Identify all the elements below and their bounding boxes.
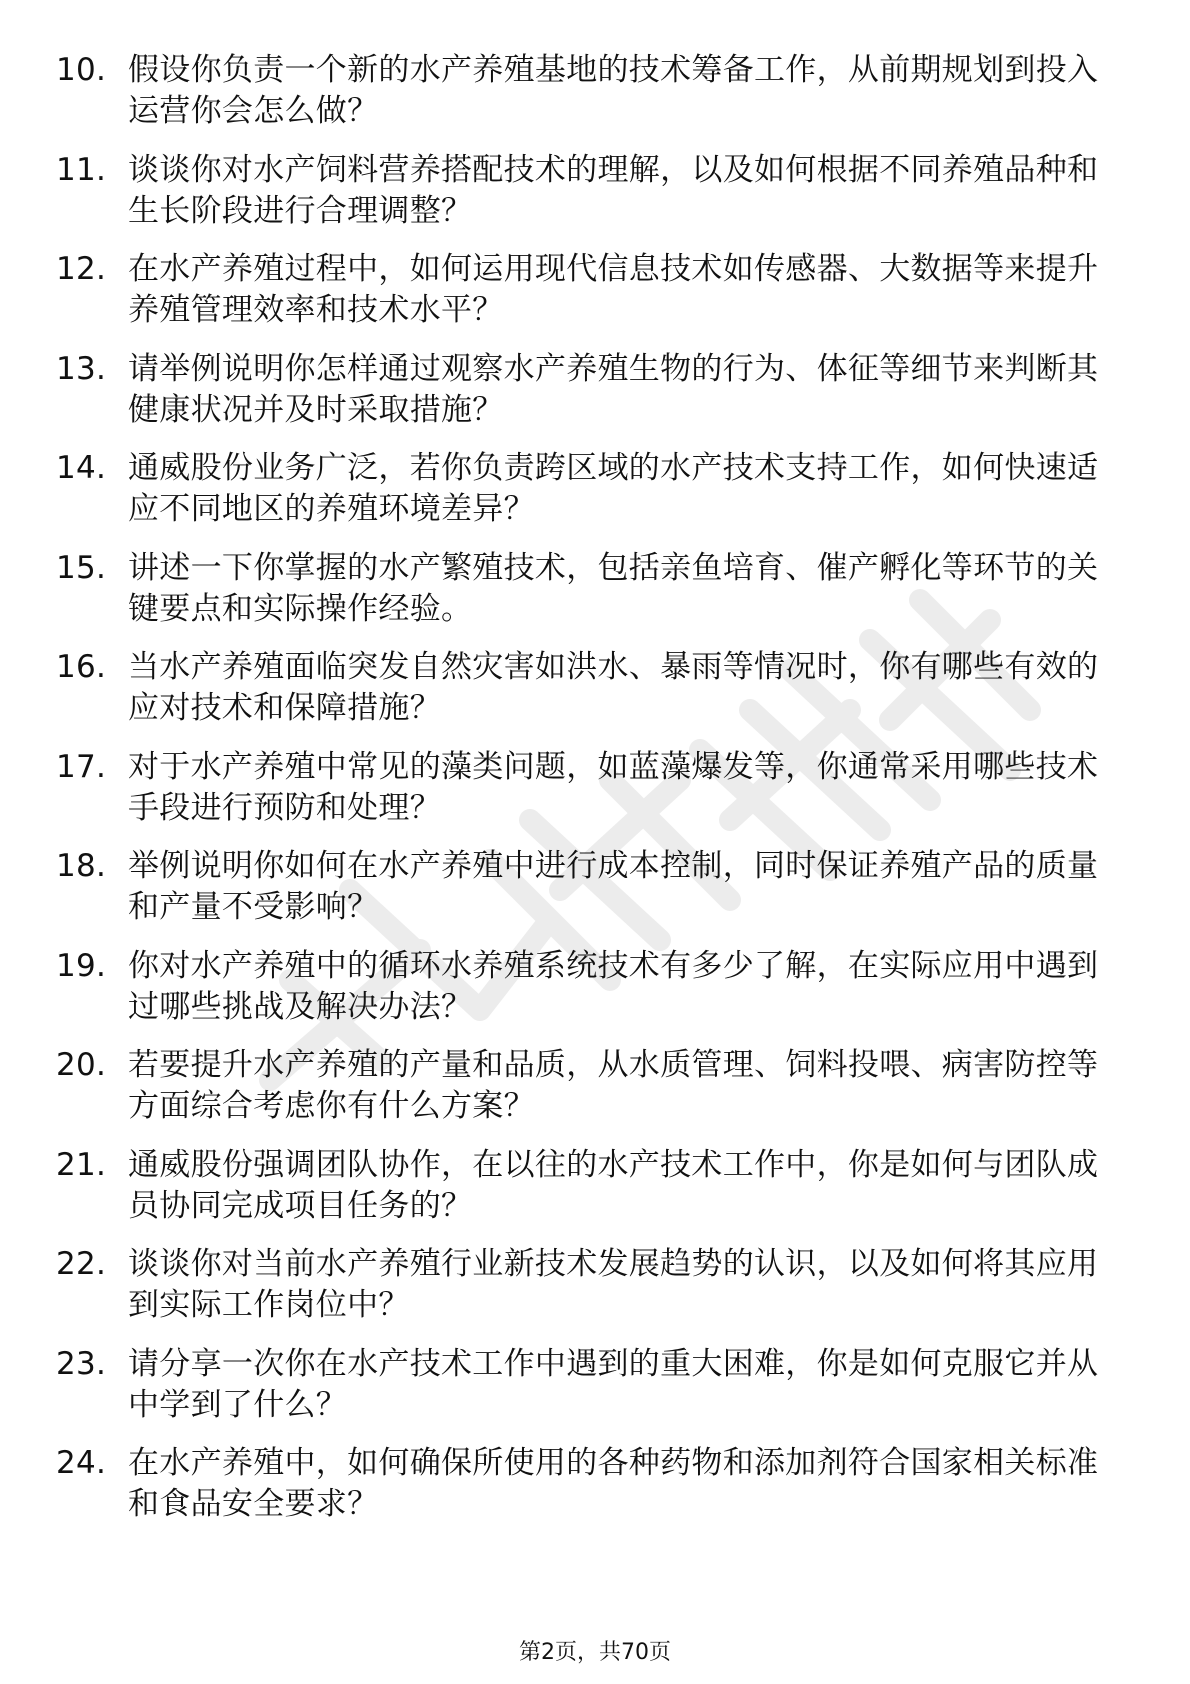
question-item	[56, 946, 1106, 1046]
page-footer	[0, 1639, 1190, 1667]
question-number: 10.	[56, 52, 107, 88]
page-number-label: 第2页，共70页	[519, 1640, 671, 1665]
question-item	[56, 1145, 1106, 1245]
question-number: 19.	[56, 947, 107, 984]
question-item	[56, 1045, 1106, 1145]
question-text: 谈谈你对水产饲料营养搭配技术的理解，以及如何根据不同养殖品种和生长阶段进行合理调整？	[128, 151, 1099, 229]
question-text: 若要提升水产养殖的产量和品质，从水质管理、饲料投喂、病害防控等方面综合考虑你有什么方案？	[128, 1047, 1099, 1124]
question-text: 假设你负责一个新的水产养殖基地的技术筹备工作，从前期规划到投入运营你会怎么做？	[128, 52, 1099, 129]
question-text: 请分享一次你在水产技术工作中遇到的重大困难，你是如何克服它并从中学到了什么？	[128, 1345, 1099, 1423]
question-item	[56, 1344, 1106, 1444]
question-number: 15.	[56, 549, 107, 586]
question-item	[56, 1244, 1106, 1344]
question-number: 22.	[56, 1246, 107, 1282]
question-item	[56, 846, 1106, 946]
question-text: 谈谈你对当前水产养殖行业新技术发展趋势的认识，以及如何将其应用到实际工作岗位中？	[128, 1246, 1099, 1323]
question-number: 17.	[56, 748, 107, 785]
question-number: 18.	[56, 848, 107, 884]
question-text: 你对水产养殖中的循环水养殖系统技术有多少了解，在实际应用中遇到过哪些挑战及解决办法？	[128, 947, 1099, 1025]
question-number: 13.	[56, 350, 107, 387]
question-text: 对于水产养殖中常见的藻类问题，如蓝藻爆发等，你通常采用哪些技术手段进行预防和处理？	[128, 748, 1099, 826]
question-text: 当水产养殖面临突发自然灾害如洪水、暴雨等情况时，你有哪些有效的应对技术和保障措施？	[128, 649, 1099, 726]
question-item	[56, 747, 1106, 847]
question-text: 请举例说明你怎样通过观察水产养殖生物的行为、体征等细节来判断其健康状况并及时采取措施？	[128, 350, 1099, 428]
question-text: 讲述一下你掌握的水产繁殖技术，包括亲鱼培育、催产孵化等环节的关键要点和实际操作经验。	[128, 549, 1099, 627]
question-item	[56, 647, 1106, 747]
question-number: 11.	[56, 151, 107, 188]
question-number: 14.	[56, 450, 107, 486]
question-text: 通威股份业务广泛，若你负责跨区域的水产技术支持工作，如何快速适应不同地区的养殖环境差异？	[128, 450, 1099, 527]
question-item	[56, 548, 1106, 648]
question-number: 21.	[56, 1146, 107, 1183]
question-item	[56, 150, 1106, 250]
question-item	[56, 448, 1106, 548]
question-number: 12.	[56, 251, 107, 287]
question-list	[56, 50, 1106, 1543]
question-number: 20.	[56, 1047, 107, 1083]
question-text: 在水产养殖中，如何确保所使用的各种药物和添加剂符合国家相关标准和食品安全要求？	[128, 1445, 1099, 1522]
question-item	[56, 249, 1106, 349]
question-number: 24.	[56, 1445, 107, 1481]
question-number: 16.	[56, 649, 107, 685]
question-item	[56, 1443, 1106, 1543]
question-item	[56, 349, 1106, 449]
question-text: 举例说明你如何在水产养殖中进行成本控制，同时保证养殖产品的质量和产量不受影响？	[128, 848, 1099, 925]
question-text: 通威股份强调团队协作，在以往的水产技术工作中，你是如何与团队成员协同完成项目任务的？	[128, 1146, 1099, 1224]
question-number: 23.	[56, 1345, 107, 1382]
question-text: 在水产养殖过程中，如何运用现代信息技术如传感器、大数据等来提升养殖管理效率和技术水平？	[128, 251, 1099, 328]
question-item	[56, 50, 1106, 150]
